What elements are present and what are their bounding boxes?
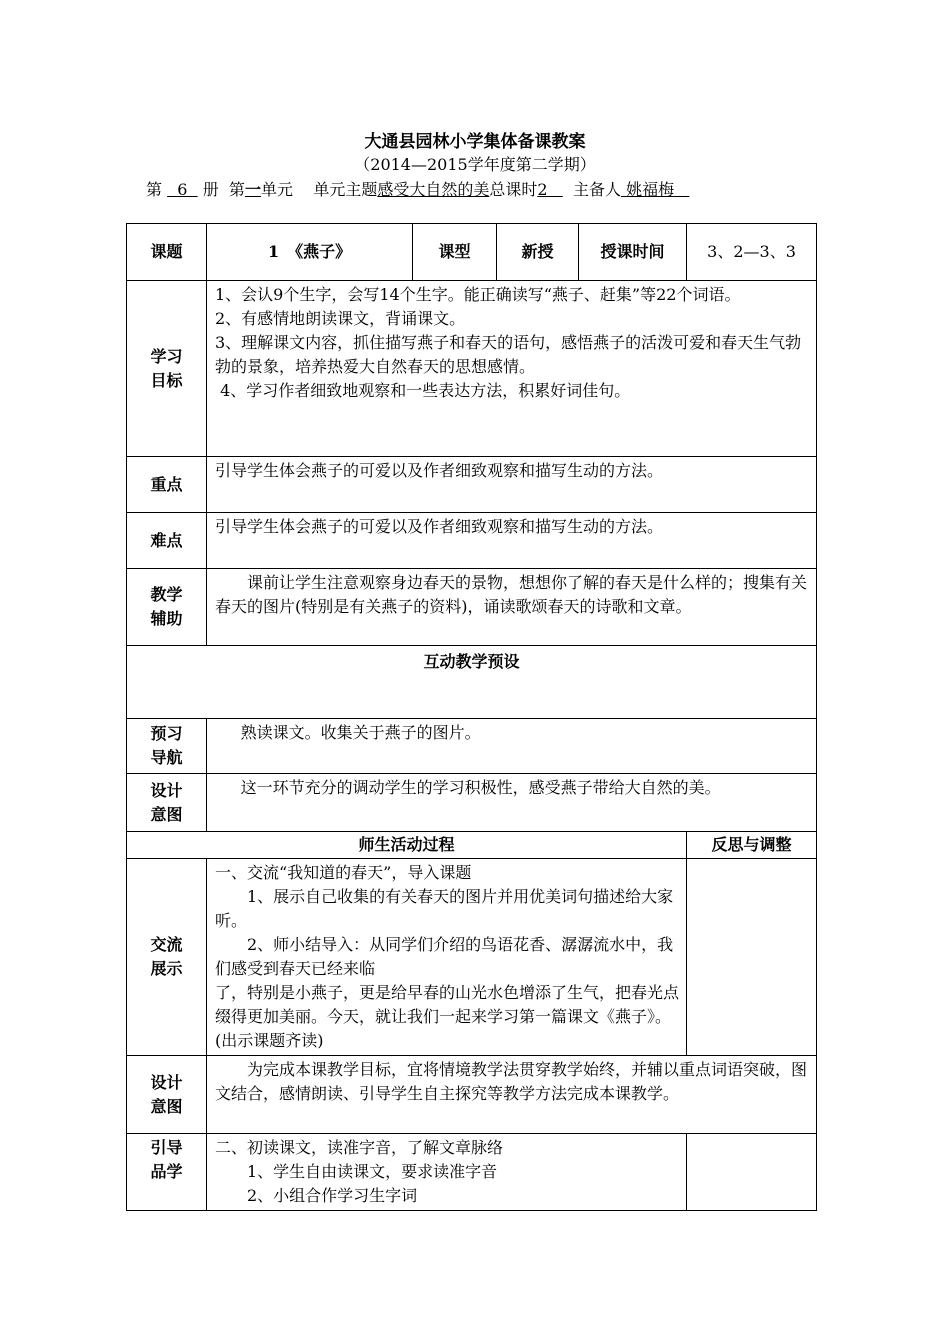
goal-line: 1、会认9个生字，会写14个生字。能正确读写“燕子、赶集”等22个词语。 [215, 285, 741, 304]
time-label: 授课时间 [579, 224, 687, 281]
guide-content [207, 1134, 687, 1211]
guide-label: 引导品学 [127, 1134, 207, 1211]
difficulty-content: 引导学生体会燕子的可爱以及作者细致观察和描写生动的方法。 [207, 513, 817, 569]
time-value: 3、2—3、3 [687, 224, 817, 281]
design-intent-label: 设计意图 [127, 774, 207, 832]
difficulty-label: 难点 [127, 513, 207, 569]
exchange-line: 1、展示自己收集的有关春天的图片并用优美词句描述给大家听。 [215, 887, 674, 930]
section-header: 互动教学预设 [127, 646, 817, 719]
unit-value: 一 [244, 180, 261, 199]
volume-prefix: 第 [146, 180, 163, 199]
lesson-plan-table [126, 223, 817, 1211]
aids-row [127, 569, 817, 646]
topic-row [127, 224, 817, 281]
exchange-reflection [687, 859, 817, 1056]
process-header-row [127, 832, 817, 859]
volume-value: 6 [177, 180, 188, 199]
type-label: 课型 [413, 224, 497, 281]
aids-label: 教学辅助 [127, 569, 207, 646]
aids-content: 课前让学生注意观察身边春天的景物，想想你了解的春天是什么样的；搜集有关春天的图片(特别是有关燕子的资料)，诵读歌颂春天的诗歌和文章。 [207, 569, 817, 646]
guide-row [127, 1134, 817, 1211]
guide-line: 1、学生自由读课文，要求读准字音 [247, 1162, 498, 1181]
exchange-label: 交流展示 [127, 859, 207, 1056]
guide-line: 二、初读课文，读准字音，了解文章脉络 [215, 1138, 504, 1157]
key-content: 引导学生体会燕子的可爱以及作者细致观察和描写生动的方法。 [207, 457, 817, 513]
goal-line: 2、有感情地朗读课文，背诵课文。 [215, 309, 466, 328]
document-title: 大通县园林小学集体备课教案 [364, 132, 586, 152]
topic-value: 1 《燕子》 [207, 224, 413, 281]
type-value: 新授 [497, 224, 579, 281]
design-intent-2-row [127, 1056, 817, 1134]
goal-line: 3、理解课文内容，抓住描写燕子和春天的语句，感悟燕子的活泼可爱和春天生气勃 [215, 333, 802, 352]
goal-line: 4、学习作者细致地观察和一些表达方法，积累好词佳句。 [215, 381, 631, 400]
document-subtitle: （2014—2015学年度第二学期） [354, 155, 596, 174]
section-header-row [127, 646, 817, 719]
exchange-row [127, 859, 817, 1056]
exchange-content [207, 859, 687, 1056]
exchange-line: 一、交流“我知道的春天”，导入课题 [215, 863, 472, 882]
goals-content [207, 281, 817, 457]
reflection-header: 反思与调整 [687, 832, 817, 859]
unit-prefix: 第 [228, 180, 245, 199]
design-intent-content: 这一环节充分的调动学生的学习积极性，感受燕子带给大自然的美。 [207, 774, 817, 832]
key-label: 重点 [127, 457, 207, 513]
lesson-info-line [146, 177, 689, 200]
theme-label: 单元主题 [313, 180, 378, 199]
key-row [127, 457, 817, 513]
lead-label: 主备人 [572, 180, 621, 199]
hours-value: 2 [537, 180, 548, 199]
design-intent-2-label: 设计意图 [127, 1056, 207, 1134]
hours-label: 总课时 [489, 180, 538, 199]
preview-label: 预习导航 [127, 719, 207, 774]
guide-line: 2、小组合作学习生字词 [247, 1186, 418, 1205]
theme-value: 感受大自然的美 [377, 180, 490, 199]
topic-label: 课题 [127, 224, 207, 281]
exchange-line: 了，特别是小燕子，更是给早春的山光水色增添了生气，把春光点缀得更加美丽。今天，就让我们一起来学习第一篇课文《燕子》。(出示课题齐读) [215, 983, 680, 1050]
design-intent-row [127, 774, 817, 832]
lead-value: 姚福梅 [626, 180, 675, 199]
exchange-line: 2、师小结导入：从同学们介绍的鸟语花香、潺潺流水中，我们感受到春天已经来临 [215, 935, 674, 978]
design-intent-2-content: 为完成本课教学目标，宜将情境教学法贯穿教学始终，并辅以重点词语突破，图文结合，感情朗读、引导学生自主探究等教学方法完成本课教学。 [207, 1056, 817, 1134]
goal-line: 勃的景象，培养热爱大自然春天的思想感情。 [215, 357, 536, 376]
unit-suffix: 单元 [260, 180, 293, 199]
difficulty-row [127, 513, 817, 569]
guide-reflection [687, 1134, 817, 1211]
preview-content: 熟读课文。收集关于燕子的图片。 [207, 719, 817, 774]
goals-row [127, 281, 817, 457]
process-header: 师生活动过程 [127, 832, 687, 859]
volume-suffix: 册 [202, 180, 219, 199]
goals-label: 学习目标 [127, 281, 207, 457]
preview-row [127, 719, 817, 774]
